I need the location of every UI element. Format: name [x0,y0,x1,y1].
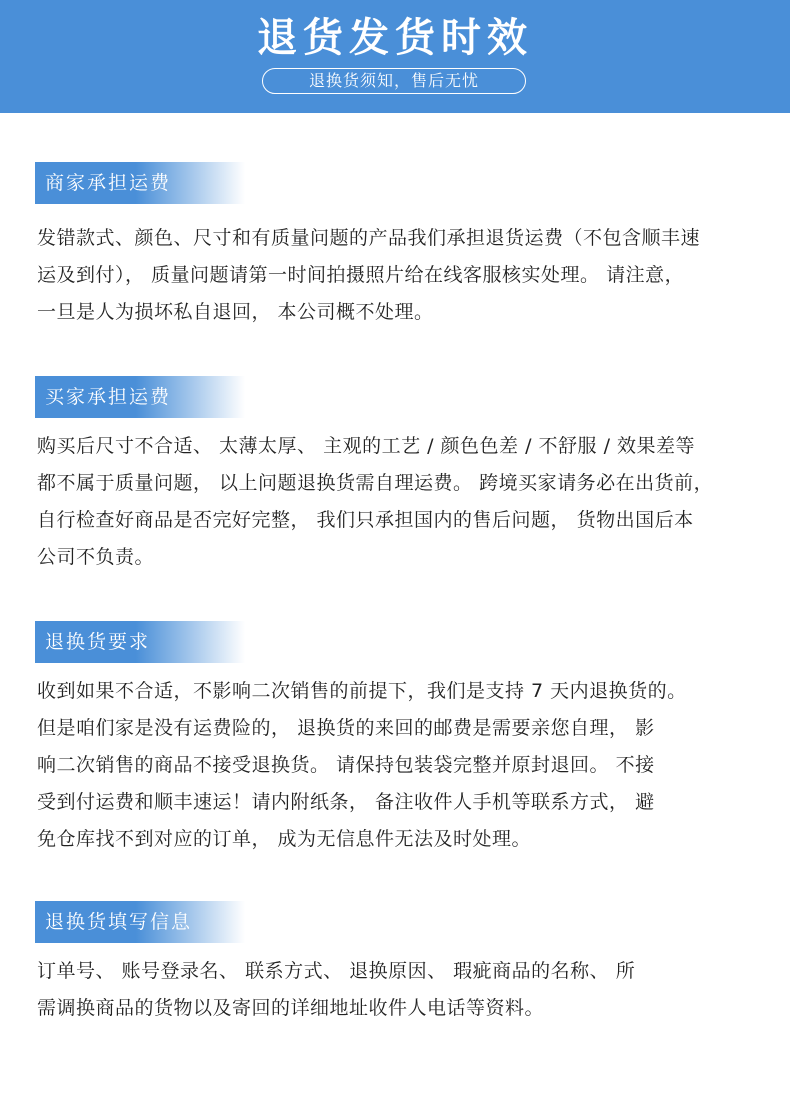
text-line: 响二次销售的商品不接受退换货。 请保持包装袋完整并原封退回。 不接 [37,754,655,776]
section-heading-buyer-pays: 买家承担运费 [35,376,245,418]
section-body-return-requirements [37,673,765,858]
text-line: 都不属于质量问题， 以上问题退换货需自理运费。 跨境买家请务必在出货前， [37,472,714,494]
text-line: 一旦是人为损坏私自退回， 本公司概不处理。 [37,301,434,323]
text-line: 自行检查好商品是否完好完整， 我们只承担国内的售后问题， 货物出国后本 [37,509,694,531]
text-line: 但是咱们家是没有运费险的， 退换货的来回的邮费是需要亲您自理， 影 [37,717,655,739]
section-body-buyer-pays [37,428,765,576]
text-line: 收到如果不合适，不影响二次销售的前提下，我们是支持 7 天内退换货的。 [37,680,687,702]
section-heading-seller-pays: 商家承担运费 [35,162,245,204]
section-body-seller-pays [37,220,765,331]
section-heading-return-info: 退换货填写信息 [35,901,245,943]
text-line: 需调换商品的货物以及寄回的详细地址收件人电话等资料。 [37,997,545,1019]
text-line: 运及到付）， 质量问题请第一时间拍摄照片给在线客服核实处理。 请注意， [37,264,685,286]
text-line: 购买后尺寸不合适、 太薄太厚、 主观的工艺 / 颜色色差 / 不舒服 / 效果差等 [37,435,696,457]
header-banner [0,0,790,113]
text-line: 公司不负责。 [37,546,155,568]
section-body-return-info [37,953,765,1027]
text-line: 订单号、 账号登录名、 联系方式、 退换原因、 瑕疵商品的名称、 所 [37,960,636,982]
text-line: 受到付运费和顺丰速运！请内附纸条， 备注收件人手机等联系方式， 避 [37,791,655,813]
page-subtitle: 退换货须知，售后无忧 [262,68,526,94]
text-line: 发错款式、颜色、尺寸和有质量问题的产品我们承担退货运费（不包含顺丰速 [37,227,701,249]
text-line: 免仓库找不到对应的订单， 成为无信息件无法及时处理。 [37,828,532,850]
page-title: 退货发货时效 [257,15,533,61]
section-heading-return-requirements: 退换货要求 [35,621,245,663]
